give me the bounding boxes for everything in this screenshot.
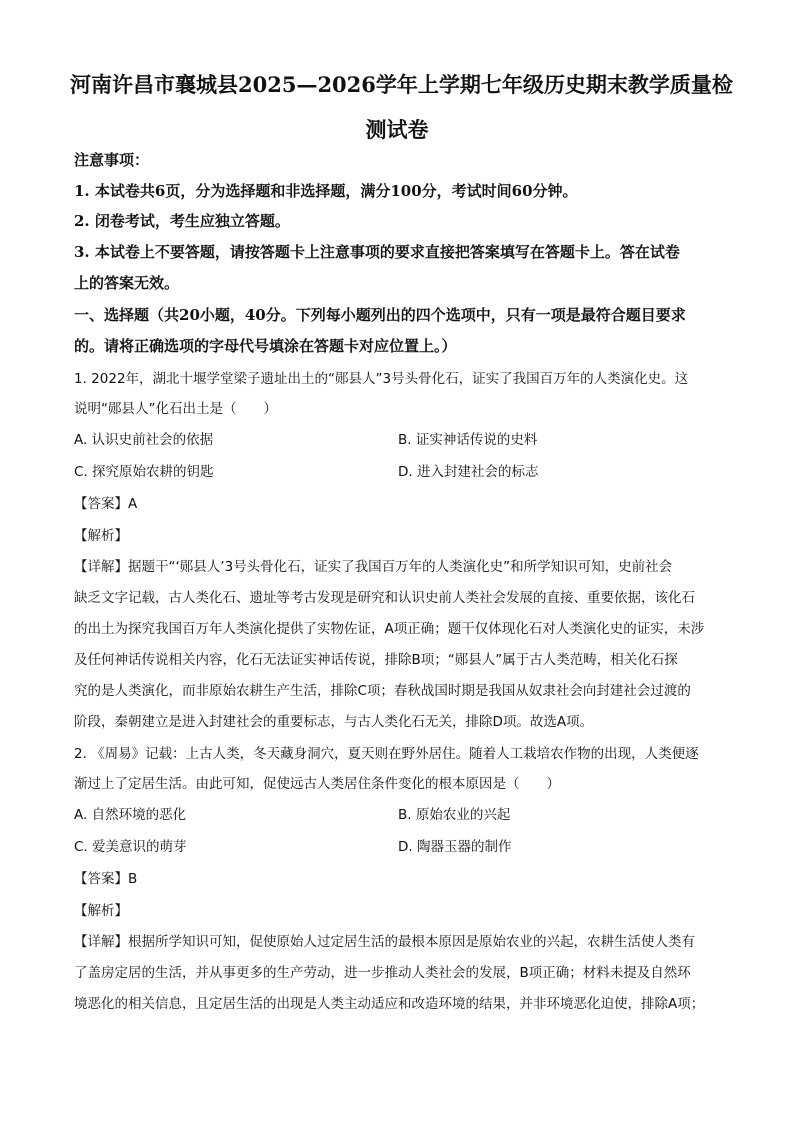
notice-item: 2. 闭卷考试，考生应独立答题。 xyxy=(74,212,290,230)
question-2-analysis-label: 【解析】 xyxy=(74,903,128,919)
question-1-detail-line: 究的是人类演化，而非原始农耕生产生活，排除C项；春秋战国时期是我国从奴隶社会向封建社会过渡的 xyxy=(74,683,691,699)
question-1-option-a: A. 认识史前社会的依据 xyxy=(74,432,214,448)
question-1-option-b: B. 证实神话传说的史料 xyxy=(398,432,538,448)
question-1-detail-line: 【详解】据题干“‘郧县人’3号头骨化石，证实了我国百万年的人类演化史”和所学知识可知，史前社会 xyxy=(74,559,673,575)
question-1-stem-line1: 1. 2022年，湖北十堰学堂梁子遗址出土的“郧县人”3号头骨化石，证实了我国百万年的人类演化史。这 xyxy=(74,371,689,387)
question-1-answer: 【答案】A xyxy=(74,496,138,512)
question-1-detail-line: 缺乏文字记载，古人类化石、遗址等考古发现是研究和认识史前人类社会发展的直接、重要依据，该化石 xyxy=(74,590,695,606)
exam-title-line1: 河南许昌市襄城县2025—2026学年上学期七年级历史期末教学质量检 xyxy=(70,72,733,97)
question-2-option-a: A. 自然环境的恶化 xyxy=(74,807,187,823)
question-1-option-d: D. 进入封建社会的标志 xyxy=(398,464,539,480)
question-2-detail-line: 境恶化的相关信息，且定居生活的出现是人类主动适应和改造环境的结果，并非环境恶化迫使，排除A项； xyxy=(74,996,705,1012)
question-2-detail-line: 了盖房定居的生活，并从事更多的生产劳动，进一步推动人类社会的发展，B项正确；材料未提及自然环 xyxy=(74,965,691,981)
question-1-analysis-label: 【解析】 xyxy=(74,528,128,544)
question-2-detail-line: 【详解】根据所学知识可知，促使原始人过定居生活的最根本原因是原始农业的兴起，农耕生活使人类有 xyxy=(74,934,695,950)
question-2-stem-line1: 2. 《周易》记载：上古人类，冬天藏身洞穴，夏天则在野外居住。随着人工栽培农作物的出现，人类便逐 xyxy=(74,746,699,762)
notice-item: 上的答案无效。 xyxy=(74,274,180,292)
notice-heading: 注意事项： xyxy=(74,151,150,169)
exam-title-line2: 测试卷 xyxy=(365,117,429,142)
question-1-detail-line: 阶段，秦朝建立是进入封建社会的重要标志，与古人类化石无关，排除D项。故选A项。 xyxy=(74,714,594,730)
question-1-option-c: C. 探究原始农耕的钥匙 xyxy=(74,464,214,480)
question-1-detail-line: 的出土为探究我国百万年人类演化提供了实物佐证，A项正确；题干仅体现化石对人类演化史的证实，未涉 xyxy=(74,621,705,637)
question-2-option-d: D. 陶器玉器的制作 xyxy=(398,839,512,855)
question-1-stem-line2: 说明“郧县人”化石出土是（ ） xyxy=(74,401,277,417)
question-2-stem-line2: 渐过上了定居生活。由此可知，促使远古人类居住条件变化的根本原因是（ ） xyxy=(74,776,560,792)
question-2-option-b: B. 原始农业的兴起 xyxy=(398,807,511,823)
section-heading-line1: 一、选择题（共20小题，40分。下列每小题列出的四个选项中，只有一项是最符合题目要求 xyxy=(74,306,686,324)
notice-item: 3. 本试卷上不要答题，请按答题卡上注意事项的要求直接把答案填写在答题卡上。答在试卷 xyxy=(74,243,680,261)
section-heading-line2: 的。请将正确选项的字母代号填涂在答题卡对应位置上。） xyxy=(74,337,457,355)
question-2-answer: 【答案】B xyxy=(74,871,138,887)
question-1-detail-line: 及任何神话传说相关内容，化石无法证实神话传说，排除B项；“郧县人”属于古人类范畴，相关化石探 xyxy=(74,652,678,668)
question-2-option-c: C. 爱美意识的萌芽 xyxy=(74,839,187,855)
notice-item: 1. 本试卷共6页，分为选择题和非选择题，满分100分，考试时间60分钟。 xyxy=(74,182,578,200)
